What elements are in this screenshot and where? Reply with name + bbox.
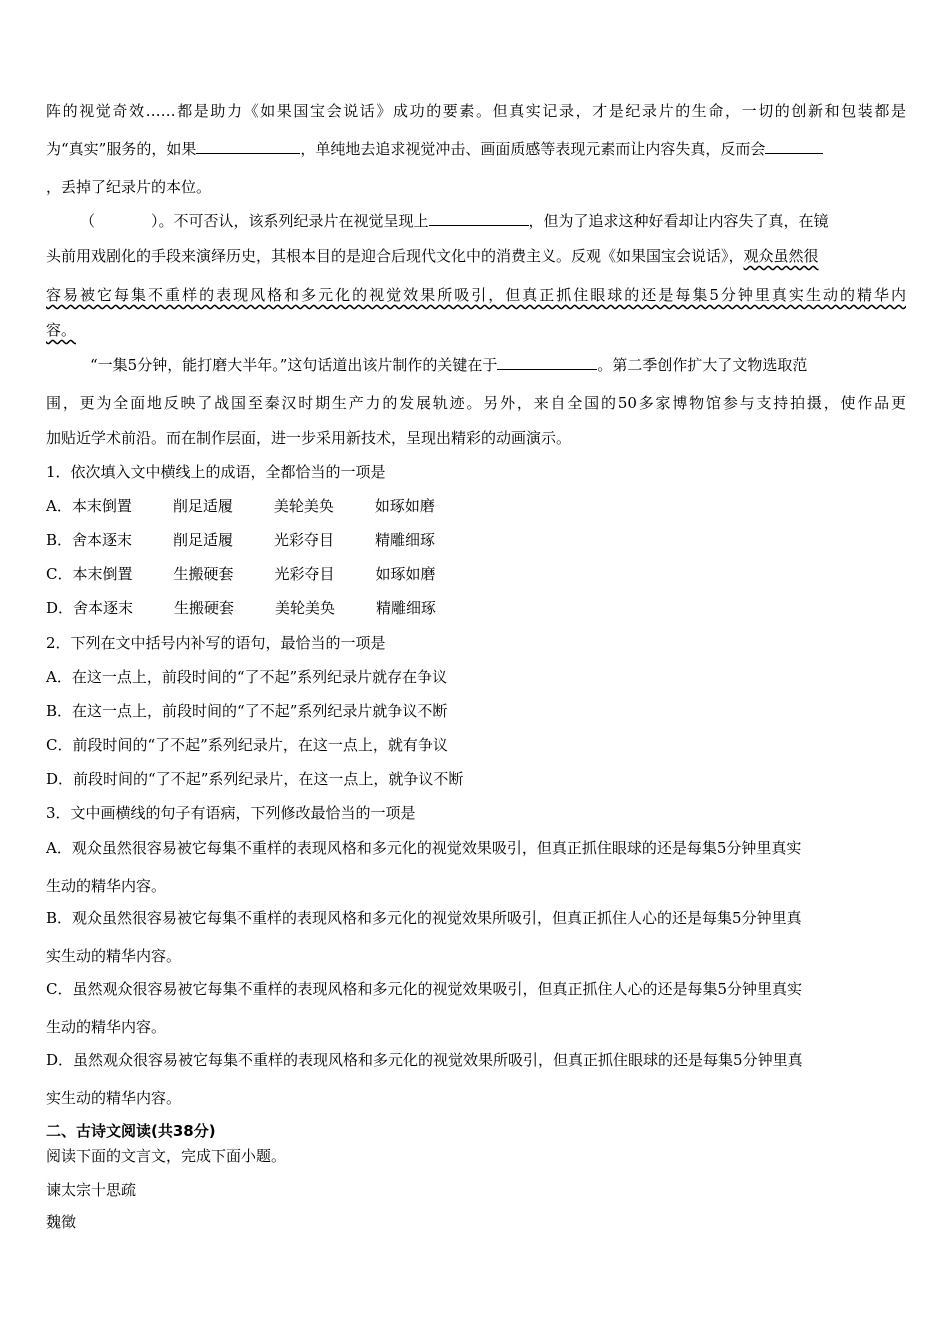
passage-text: ，单纯地去追求视觉冲击、画面质感等表现元素而让内容失真，反而会 — [300, 140, 766, 158]
option-idiom: 光彩夺目 — [274, 531, 335, 549]
passage-text: （ — [80, 212, 96, 230]
passage-text: 头前用戏剧化的手段来演绎历史，其根本目的是迎合后现代文化中的消费主义。反观《如果国宝会说话》， — [46, 247, 744, 265]
option-idiom: 光彩夺目 — [274, 565, 335, 583]
passage-text: 。第二季创作扩大了文物选取范 — [597, 356, 808, 374]
question-option: C．前段时间的“了不起”系列纪录片，在这一点上，就有争议 — [46, 736, 448, 754]
question-option — [46, 530, 476, 550]
passage-line: ，丢掉了纪录片的本位。 — [46, 178, 212, 196]
question-stem: 2．下列在文中括号内补写的语句，最恰当的一项是 — [46, 634, 386, 652]
section-heading: 二、古诗文阅读(共38分) — [46, 1122, 216, 1140]
passage-line — [46, 320, 76, 340]
work-title: 谏太宗十思疏 — [46, 1181, 137, 1199]
passage-line — [46, 139, 906, 159]
option-idiom: 美轮美奂 — [275, 599, 336, 617]
underlined-sentence: 容。 — [46, 321, 77, 339]
question-option-continued: 实生动的精华内容。 — [46, 947, 182, 965]
passage-text: “一集5分钟，能打磨大半年。”这句话道出该片制作的关键在于 — [90, 356, 498, 374]
question-option — [46, 598, 477, 618]
question-option: A．在这一点上，前段时间的“了不起”系列纪录片就存在争议 — [46, 668, 448, 686]
passage-line — [80, 211, 906, 231]
question-stem: 3．文中画横线的句子有语病，下列修改最恰当的一项是 — [46, 804, 416, 822]
fill-blank — [196, 139, 300, 154]
option-idiom: 舍本逐末 — [73, 599, 134, 617]
passage-line — [46, 285, 906, 305]
question-option: A．观众虽然很容易被它每集不重样的表现风格和多元化的视觉效果吸引，但真正抓住眼球的还是每集5分钟里真实 — [46, 839, 802, 857]
option-idiom: 舍本逐末 — [72, 531, 133, 549]
option-label: D． — [46, 599, 74, 617]
option-idiom: 美轮美奂 — [273, 497, 334, 515]
underlined-sentence: 容易被它每集不重样的表现风格和多元化的视觉效果所吸引，但真正抓住眼球的还是每集5分钟里真实生动的精华内 — [46, 286, 906, 304]
option-idiom: 精雕细琢 — [375, 531, 436, 549]
option-label: B． — [46, 531, 73, 549]
passage-line: 围，更为全面地反映了战国至秦汉时期生产力的发展轨迹。另外，来自全国的50多家博物馆参与支持拍摄，使作品更 — [46, 394, 906, 412]
section-instruction: 阅读下面的文言文，完成下面小题。 — [46, 1147, 287, 1165]
option-idiom: 本末倒置 — [71, 497, 132, 515]
passage-line — [46, 246, 819, 266]
passage-line — [90, 355, 906, 375]
option-idiom: 精雕细琢 — [376, 599, 437, 617]
question-stem: 1．依次填入文中横线上的成语，全都恰当的一项是 — [46, 463, 386, 481]
question-option: C．虽然观众很容易被它每集不重样的表现风格和多元化的视觉效果吸引，但真正抓住人心的还是每集5分钟里真实 — [46, 980, 803, 998]
option-idiom: 削足适履 — [173, 531, 234, 549]
passage-text: 为“真实”服务的，如果 — [46, 140, 197, 158]
work-author: 魏徵 — [46, 1213, 77, 1231]
question-option: D．虽然观众很容易被它每集不重样的表现风格和多元化的视觉效果所吸引，但真正抓住眼球的还是每集5分钟里真 — [46, 1051, 803, 1069]
fill-blank — [429, 211, 529, 226]
question-option: D．前段时间的“了不起”系列纪录片，在这一点上，就争议不断 — [46, 770, 464, 788]
question-option-continued: 生动的精华内容。 — [46, 877, 167, 895]
question-option-continued: 实生动的精华内容。 — [46, 1089, 182, 1107]
fill-blank — [497, 355, 597, 370]
option-idiom: 如琢如磨 — [375, 565, 436, 583]
option-idiom: 削足适履 — [172, 497, 233, 515]
option-label: A． — [46, 497, 72, 515]
passage-text: ，但为了追求这种好看却让内容失了真，在镜 — [528, 212, 829, 230]
question-option — [46, 564, 476, 584]
question-option: B．观众虽然很容易被它每集不重样的表现风格和多元化的视觉效果所吸引，但真正抓住人心的还是每集5分钟里真 — [46, 909, 802, 927]
option-idiom: 如琢如磨 — [374, 497, 435, 515]
passage-line: 阵的视觉奇效……都是助力《如果国宝会说话》成功的要素。但真实记录，才是纪录片的生命，一切的创新和包装都是 — [46, 102, 906, 120]
option-label: C． — [46, 565, 73, 583]
option-idiom: 生搬硬套 — [173, 565, 234, 583]
question-option — [46, 496, 476, 516]
underlined-sentence: 观众虽然很 — [743, 247, 819, 265]
passage-text: ）。不可否认，该系列纪录片在视觉呈现上 — [151, 212, 429, 230]
question-option: B．在这一点上，前段时间的“了不起”系列纪录片就争议不断 — [46, 702, 448, 720]
fill-blank — [765, 139, 823, 154]
option-idiom: 本末倒置 — [72, 565, 133, 583]
question-option-continued: 生动的精华内容。 — [46, 1018, 167, 1036]
option-idiom: 生搬硬套 — [174, 599, 235, 617]
passage-line: 加贴近学术前沿。而在制作层面，进一步采用新技术，呈现出精彩的动画演示。 — [46, 429, 572, 447]
